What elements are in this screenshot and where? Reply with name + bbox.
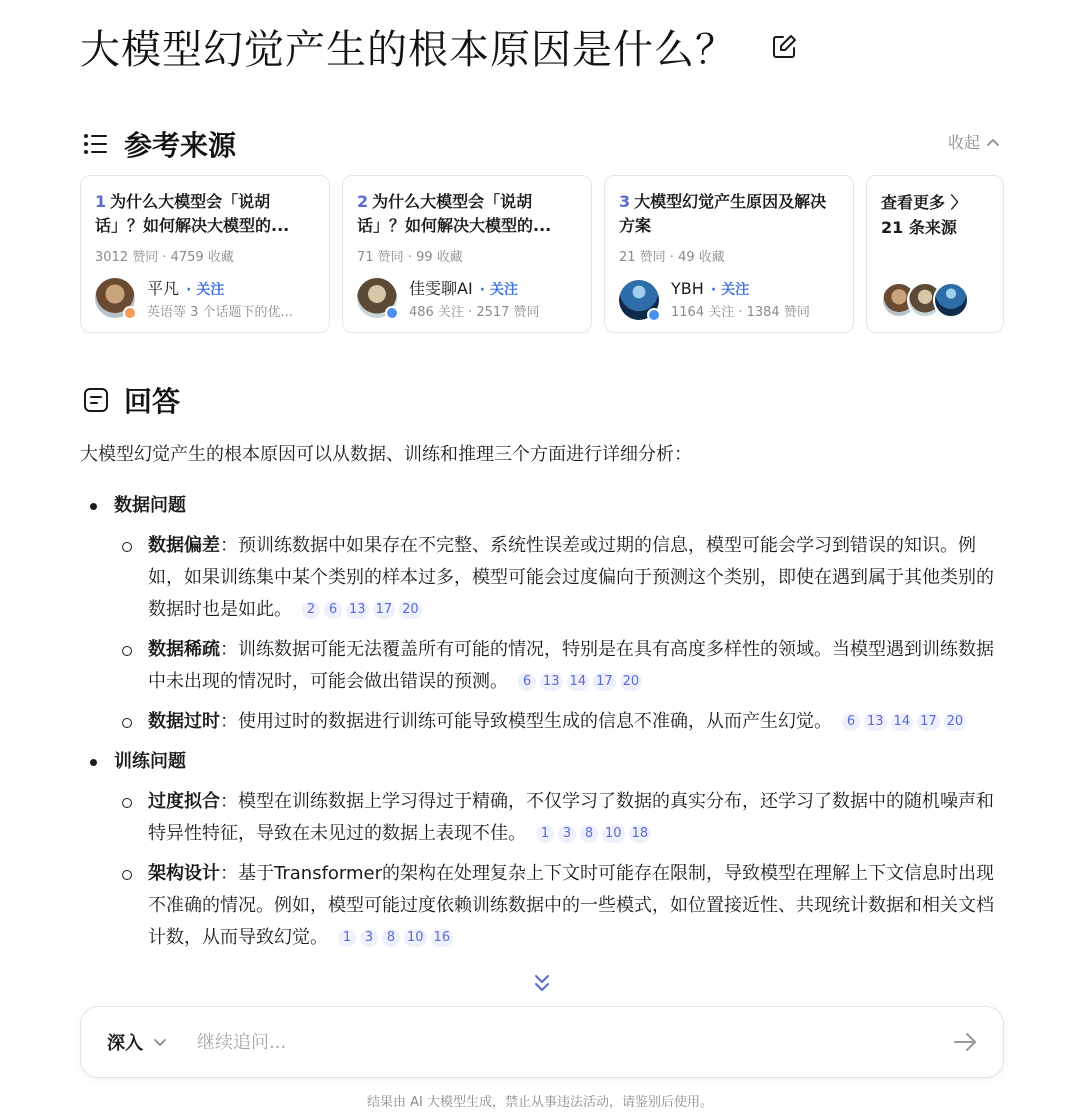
collapse-label: 收起 <box>947 133 980 152</box>
chevron-up-icon <box>986 137 1000 147</box>
author-name[interactable]: YBH <box>671 279 704 298</box>
author-sub: 1164 关注 · 1384 赞同 <box>671 305 810 320</box>
source-card-1[interactable] <box>80 175 330 333</box>
question-header <box>80 18 798 75</box>
badge-icon <box>123 306 137 320</box>
citations <box>518 671 646 692</box>
citation-badge[interactable]: 18 <box>629 825 652 843</box>
verified-icon <box>385 306 399 320</box>
item-term: 过度拟合 <box>148 791 220 812</box>
item-term: 数据偏差 <box>148 535 220 556</box>
list-icon <box>82 130 110 158</box>
citation-badge[interactable]: 13 <box>540 673 563 691</box>
arrow-right-icon[interactable] <box>951 1028 979 1056</box>
disclaimer: 结果由 AI 大模型生成，禁止从事违法活动，请鉴别后使用。 <box>367 1095 713 1110</box>
source-author <box>95 276 317 320</box>
item-text: ：训练数据可能无法覆盖所有可能的情况，特别是在具有高度多样性的领域。当模型遇到训练数据中未出现的情况时，可能会做出错误的预测。 <box>148 639 994 692</box>
citation-badge[interactable]: 8 <box>382 929 400 947</box>
mode-label: 深入 <box>107 1033 143 1054</box>
citation-badge[interactable]: 17 <box>593 673 616 691</box>
answer-title: 回答 <box>124 385 181 418</box>
answer-content <box>80 490 1005 962</box>
answer-intro: 大模型幻觉产生的根本原因可以从数据、训练和推理三个方面进行详细分析： <box>80 444 692 465</box>
citation-badge[interactable]: 3 <box>558 825 576 843</box>
citation-badge[interactable]: 10 <box>404 929 427 947</box>
source-title: 为什么大模型会「说胡话」？如何解决大模型的... <box>95 192 290 235</box>
list-item <box>80 706 1005 738</box>
author-sub: 英语等 3 个话题下的优... <box>147 305 293 320</box>
sources-count: 21 条来源 <box>881 218 957 237</box>
item-term: 数据过时 <box>148 711 220 732</box>
follow-button[interactable]: · 关注 <box>479 282 518 298</box>
citation-badge[interactable]: 3 <box>360 929 378 947</box>
citation-badge[interactable]: 6 <box>842 713 860 731</box>
item-text: ：使用过时的数据进行训练可能导致模型生成的信息不准确，从而产生幻觉。 <box>220 711 832 732</box>
avatar-stack <box>881 282 959 318</box>
citation-badge[interactable]: 20 <box>620 673 643 691</box>
citation-badge[interactable]: 6 <box>518 673 536 691</box>
list-item <box>80 634 1005 698</box>
citation-badge[interactable]: 1 <box>338 929 356 947</box>
author-sub: 486 关注 · 2517 赞同 <box>409 305 540 320</box>
item-text: ：基于Transformer的架构在处理复杂上下文时可能存在限制，导致模型在理解上下文信息时出现不准确的情况。例如，模型可能过度依赖训练数据中的一些模式，如位置接近性、共现统计数据和相关文档计数，从而导致幻觉。 <box>148 863 995 948</box>
source-number: 1 <box>95 192 107 211</box>
more-sources-label: 查看更多 〉 <box>881 193 967 212</box>
avatar[interactable] <box>357 278 397 318</box>
avatar[interactable] <box>619 280 659 320</box>
avatar <box>933 282 969 318</box>
group-title: 训练问题 <box>80 746 1005 778</box>
question-title: 大模型幻觉产生的根本原因是什么？ <box>80 27 736 73</box>
source-author <box>357 276 579 320</box>
chevron-down-icon <box>153 1037 167 1047</box>
citation-badge[interactable]: 17 <box>373 601 396 619</box>
source-number: 3 <box>619 192 631 211</box>
source-stats: 21 赞同 · 49 收藏 <box>619 250 725 265</box>
citation-badge[interactable]: 8 <box>580 825 598 843</box>
author-name[interactable]: 佳雯聊AI <box>409 279 473 298</box>
citation-badge[interactable]: 13 <box>346 601 369 619</box>
followup-input[interactable] <box>197 1032 951 1053</box>
citation-badge[interactable]: 17 <box>917 713 940 731</box>
answer-header <box>82 380 180 420</box>
source-cards <box>80 175 1004 333</box>
mode-select[interactable] <box>107 1029 167 1055</box>
item-text: ：预训练数据中如果存在不完整、系统性误差或过期的信息，模型可能会学习到错误的知识。例如，如果训练集中某个类别的样本过多，模型可能会过度偏向于预测这个类别，即使在遇到属于其他类别的数据时也是如此。 <box>148 535 994 620</box>
citation-badge[interactable]: 16 <box>431 929 454 947</box>
citation-badge[interactable]: 1 <box>536 825 554 843</box>
source-title: 为什么大模型会「说胡话」？如何解决大模型的... <box>357 192 552 235</box>
more-sources-card[interactable] <box>866 175 1004 333</box>
citation-badge[interactable]: 14 <box>567 673 590 691</box>
citations <box>302 599 426 620</box>
source-title: 大模型幻觉产生原因及解决方案 <box>619 192 827 235</box>
list-item <box>80 858 1005 954</box>
citation-badge[interactable]: 6 <box>324 601 342 619</box>
source-card-2[interactable] <box>342 175 592 333</box>
citation-badge[interactable]: 2 <box>302 601 320 619</box>
followup-bar <box>80 1006 1004 1078</box>
source-card-title <box>95 190 315 238</box>
citations <box>536 823 655 844</box>
answer-icon <box>82 386 110 414</box>
list-item <box>80 530 1005 626</box>
double-chevron-down-icon[interactable] <box>532 972 552 994</box>
source-number: 2 <box>357 192 369 211</box>
sources-title: 参考来源 <box>124 129 237 162</box>
follow-button[interactable]: · 关注 <box>186 282 225 298</box>
source-card-title <box>357 190 577 238</box>
citation-badge[interactable]: 20 <box>399 601 422 619</box>
item-text: ：模型在训练数据上学习得过于精确，不仅学习了数据的真实分布，还学习了数据中的随机噪声和特异性特征，导致在未见过的数据上表现不佳。 <box>148 791 994 844</box>
verified-icon <box>647 308 661 322</box>
avatar[interactable] <box>95 278 135 318</box>
list-item <box>80 786 1005 850</box>
citation-badge[interactable]: 13 <box>864 713 887 731</box>
citations <box>338 927 457 948</box>
source-author <box>619 279 841 320</box>
follow-button[interactable]: · 关注 <box>710 282 750 298</box>
edit-icon[interactable] <box>770 33 798 61</box>
group-title: 数据问题 <box>80 490 1005 522</box>
source-card-title <box>619 190 839 238</box>
citation-badge[interactable]: 14 <box>891 713 914 731</box>
citation-badge[interactable]: 10 <box>602 825 625 843</box>
source-stats: 3012 赞同 · 4759 收藏 <box>95 250 234 265</box>
item-term: 架构设计 <box>148 863 220 884</box>
sources-header <box>82 124 236 164</box>
citations <box>842 711 970 732</box>
source-stats: 71 赞同 · 99 收藏 <box>357 250 463 265</box>
citation-badge[interactable]: 20 <box>944 713 967 731</box>
source-card-3[interactable] <box>604 175 854 333</box>
author-name[interactable]: 平凡 <box>147 279 180 298</box>
item-term: 数据稀疏 <box>148 639 220 660</box>
collapse-button[interactable] <box>948 130 1000 153</box>
